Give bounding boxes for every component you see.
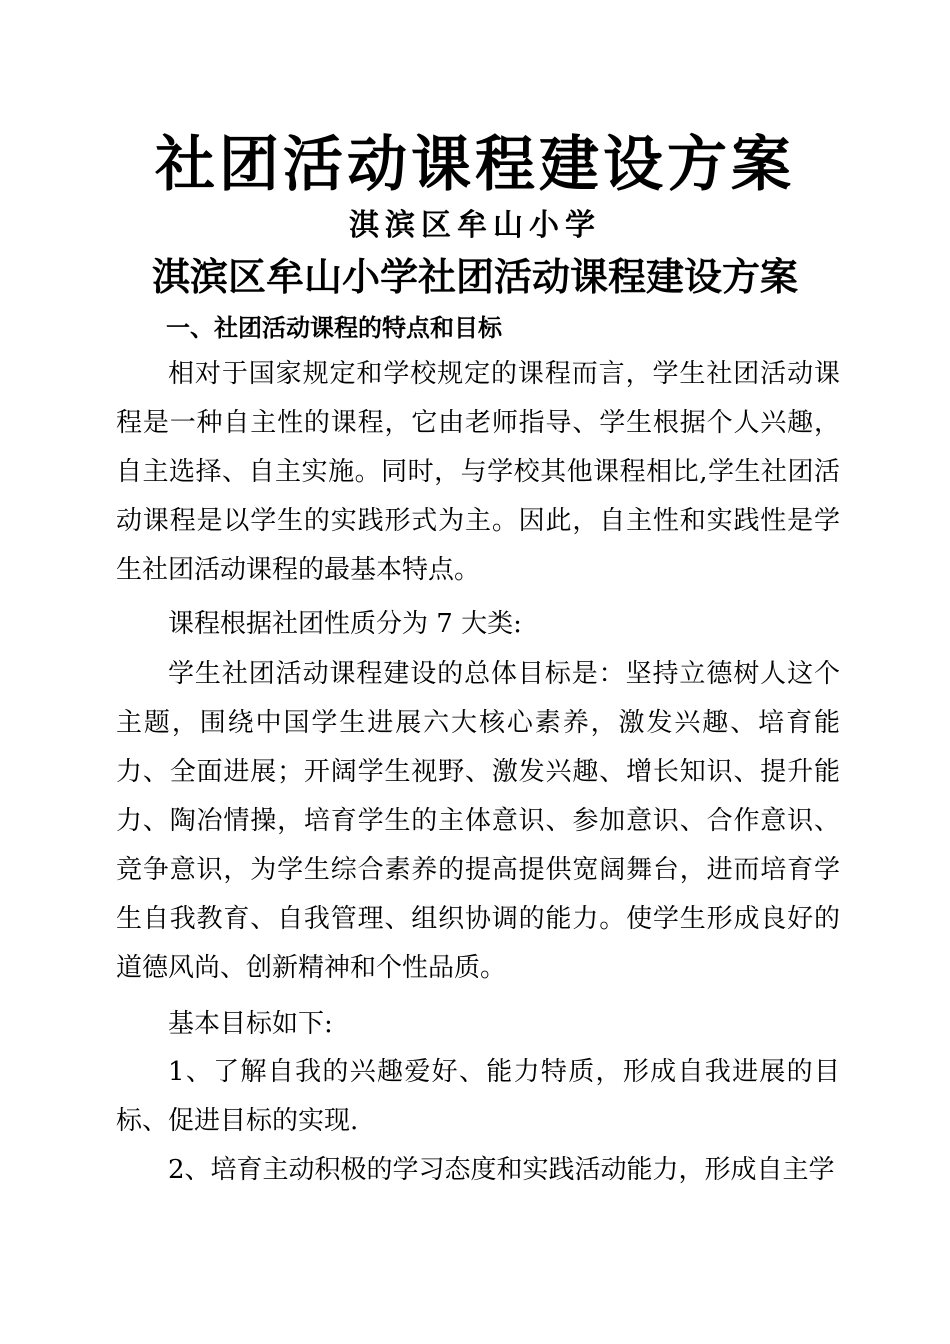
paragraph-basic-goals-intro: 基本目标如下: [168,1009,333,1039]
paragraph-characteristics: 相对于国家规定和学校规定的课程而言，学生社团活动课程是一种自主性的课程，它由老师指导、学生根据个人兴趣，自主选择、自主实施。同时，与学校其他课程相比,学生社团活动课程是以学生的实践形式为主。因此，自主性和实践性是学生社团活动课程的最基本特点。 [116,359,840,585]
paragraph-overall-goal: 学生社团活动课程建设的总体目标是：坚持立德树人这个主题，围绕中国学生进展六大核心素养，激发兴趣、培育能力、全面进展；开阔学生视野、激发兴趣、增长知识、提升能力、陶冶情操，培育学生的主体意识、参加意识、合作意识、竞争意识，为学生综合素养的提高提供宽阔舞台，进而培育学生自我教育、自我管理、组织协调的能力。使学生形成良好的道德风尚、创新精神和个性品质。 [116,659,840,983]
paragraph-goal-2: 2、培育主动积极的学习态度和实践活动能力，形成自主学 [168,1155,835,1185]
document-title: 社团活动课程建设方案 [155,130,795,200]
section-heading: 一、社团活动课程的特点和目标 [166,313,502,342]
document-subtitle: 淇滨区牟山小学社团活动课程建设方案 [151,255,798,299]
paragraph-categories: 课程根据社团性质分为 7 大类: [168,609,522,639]
paragraph-goal-1: 1、了解自我的兴趣爱好、能力特质，形成自我进展的目标、促进目标的实现. [116,1057,840,1136]
school-name: 淇滨区牟山小学 [349,208,601,243]
